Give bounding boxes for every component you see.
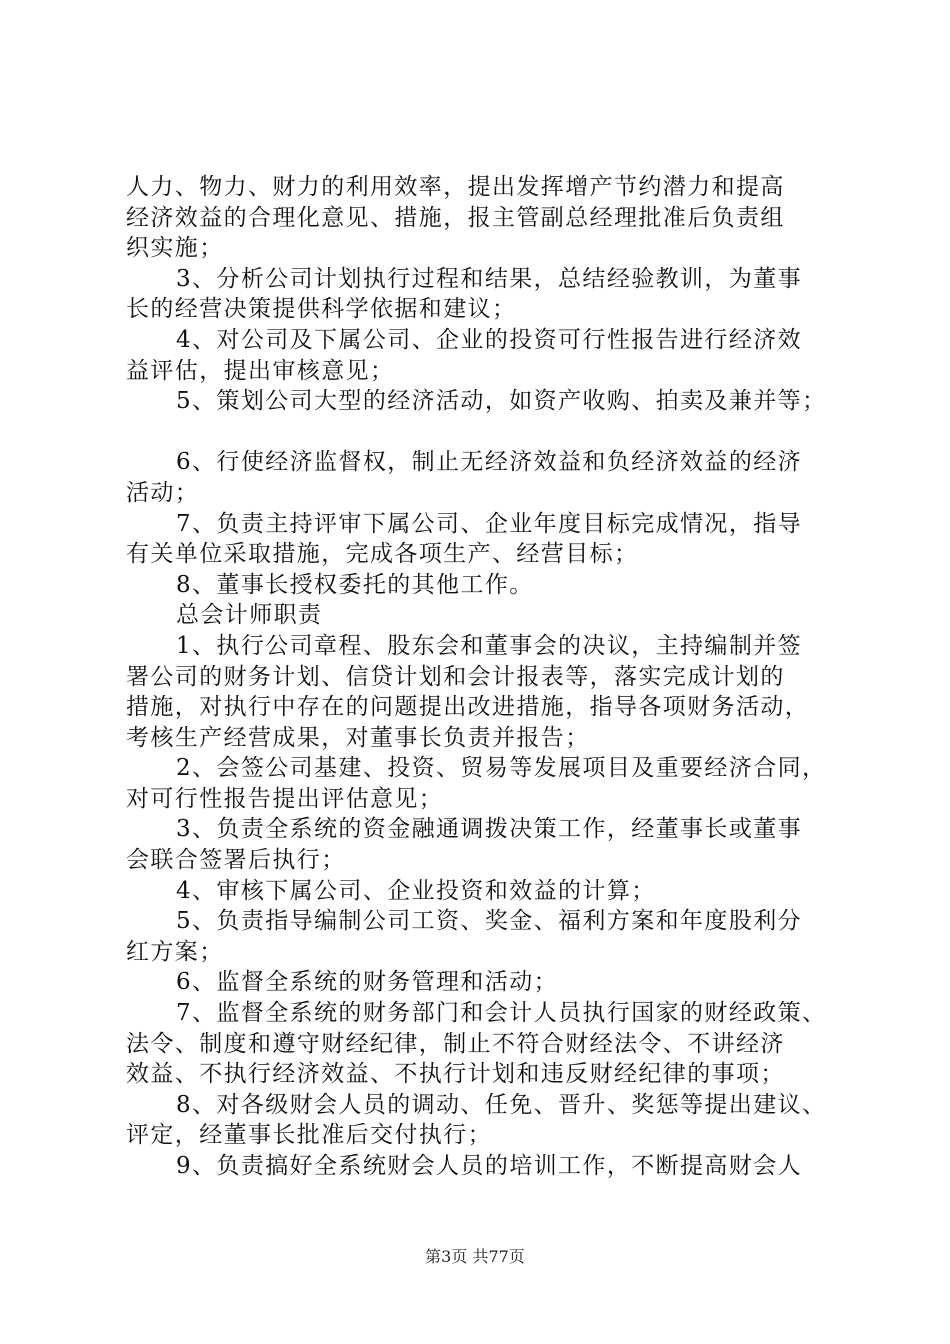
text-line: 总会计师职责 xyxy=(176,602,323,629)
text-line: 活动； xyxy=(126,479,200,506)
text-line: 经济效益的合理化意见、措施，报主管副总经理批准后负责组 xyxy=(126,204,785,231)
text-line: 3、负责全系统的资金融通调拨决策工作，经董事长或董事 xyxy=(176,816,803,843)
text-line: 人力、物力、财力的利用效率，提出发挥增产节约潜力和提高 xyxy=(126,174,785,200)
text-line: 评定，经董事长批准后交付执行； xyxy=(126,1122,492,1149)
text-line: 8、对各级财会人员的调动、任免、晋升、奖惩等提出建议、 xyxy=(176,1091,827,1118)
document-body xyxy=(126,172,838,1182)
text-line: 7、负责主持评审下属公司、企业年度目标完成情况，指导 xyxy=(176,510,803,537)
text-line: 6、监督全系统的财务管理和活动； xyxy=(176,969,559,996)
page-footer: 第3页 共77页 xyxy=(425,1247,525,1266)
text-line: 对可行性报告提出评估意见； xyxy=(126,785,444,812)
text-line: 5、负责指导编制公司工资、奖金、福利方案和年度股利分 xyxy=(176,908,803,935)
text-line: 1、执行公司章程、股东会和董事会的决议，主持编制并签 xyxy=(176,632,803,659)
text-line: 9、负责搞好全系统财会人员的培训工作，不断提高财会人 xyxy=(176,1153,803,1179)
text-line: 4、审核下属公司、企业投资和效益的计算； xyxy=(176,877,656,904)
text-line: 措施，对执行中存在的问题提出改进措施，指导各项财务活动， xyxy=(126,694,810,721)
text-line: 署公司的财务计划、信贷计划和会计报表等，落实完成计划的 xyxy=(126,663,785,690)
text-line: 红方案； xyxy=(126,938,224,965)
text-line: 8、董事长授权委托的其他工作。 xyxy=(176,571,534,598)
text-line: 4、对公司及下属公司、企业的投资可行性报告进行经济效 xyxy=(176,326,803,353)
text-line: 织实施； xyxy=(126,235,224,262)
text-line: 效益、不执行经济效益、不执行计划和违反财经纪律的事项； xyxy=(126,1061,785,1088)
text-line: 法令、制度和遵守财经纪律，制止不符合财经法令、不讲经济 xyxy=(126,1030,785,1057)
blank-line xyxy=(126,417,838,448)
text-line: 长的经营决策提供科学依据和建议； xyxy=(126,296,517,323)
text-line: 6、行使经济监督权，制止无经济效益和负经济效益的经济 xyxy=(176,449,803,476)
text-line: 7、监督全系统的财务部门和会计人员执行国家的财经政策、 xyxy=(176,1000,827,1027)
text-line: 5、策划公司大型的经济活动，如资产收购、拍卖及兼并等； xyxy=(176,388,827,415)
text-line: 3、分析公司计划执行过程和结果，总结经验教训，为董事 xyxy=(176,265,803,292)
text-line: 有关单位采取措施，完成各项生产、经营目标； xyxy=(126,541,639,568)
text-line: 2、会签公司基建、投资、贸易等发展项目及重要经济合同， xyxy=(176,755,827,782)
text-line: 考核生产经营成果，对董事长负责并报告； xyxy=(126,724,590,751)
text-line: 益评估，提出审核意见； xyxy=(126,357,395,384)
text-line: 会联合签署后执行； xyxy=(126,847,346,874)
